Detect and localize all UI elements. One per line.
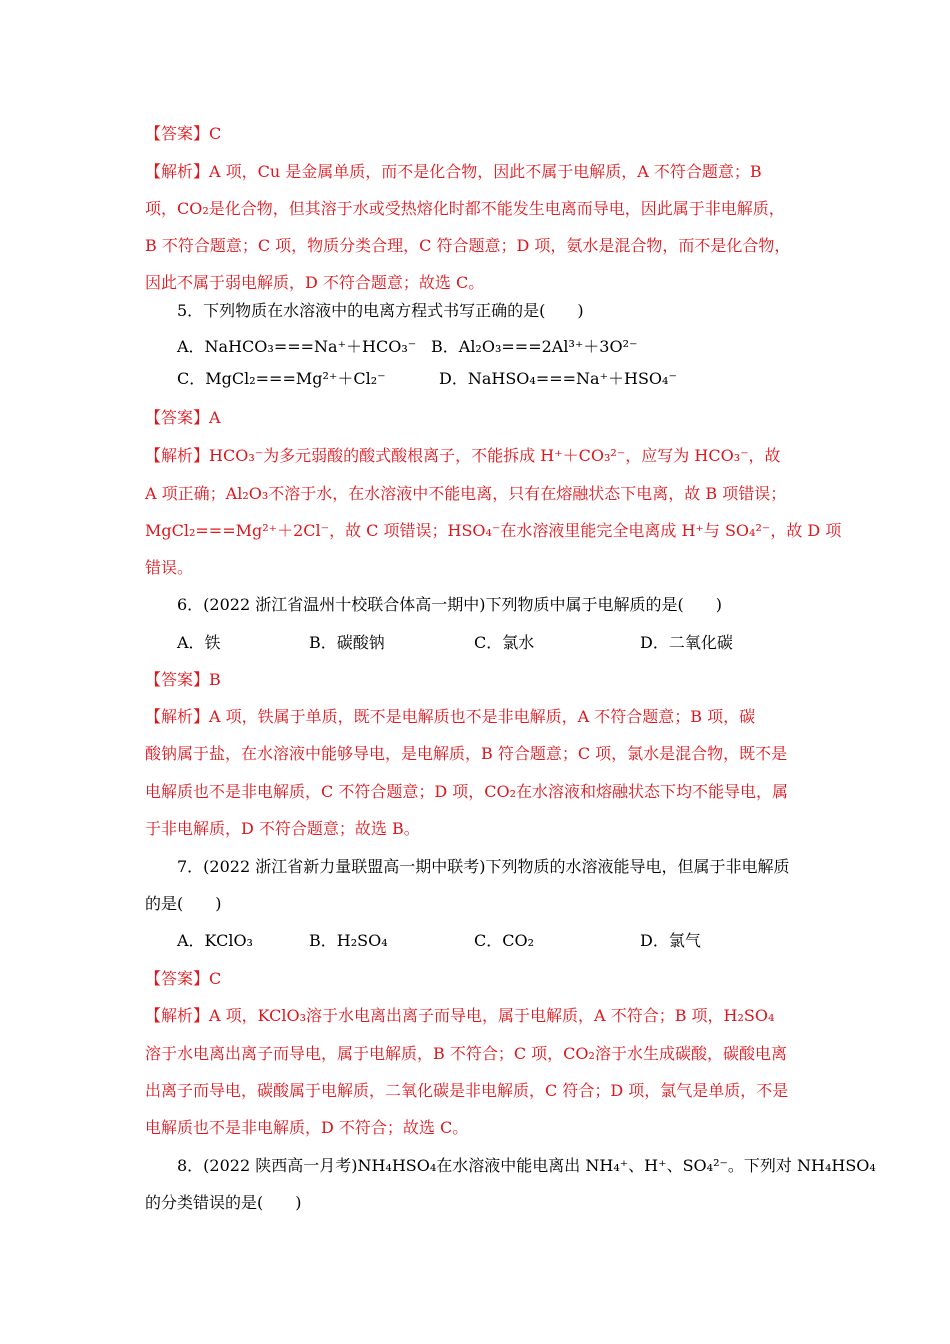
q6-option-a: A．铁 — [177, 633, 221, 652]
q6-stem: 6．(2022 浙江省温州十校联合体高一期中)下列物质中属于电解质的是( ) — [177, 595, 722, 614]
q5-option-a: A．NaHCO₃===Na⁺＋HCO₃⁻ — [177, 337, 417, 356]
q4-answer: 【答案】C — [145, 124, 222, 143]
q5-analysis-line-1: 【解析】HCO₃⁻为多元弱酸的酸式酸根离子，不能拆成 H⁺＋CO₃²⁻，应写为 HCO₃⁻，故 — [145, 446, 781, 465]
q5-stem: 5．下列物质在水溶液中的电离方程式书写正确的是( ) — [177, 301, 584, 320]
q4-analysis-line-2: 项，CO₂是化合物，但其溶于水或受热熔化时都不能发生电离而导电，因此属于非电解质， — [145, 199, 785, 218]
q5-analysis-line-3: MgCl₂===Mg²⁺＋2Cl⁻，故 C 项错误；HSO₄⁻在水溶液里能完全电离成 H⁺与 SO₄²⁻，故 D 项 — [145, 521, 842, 540]
q6-analysis-line-2: 酸钠属于盐，在水溶液中能够导电，是电解质，B 符合题意；C 项，氯水是混合物，既不是 — [145, 744, 788, 763]
q7-stem-line-2: 的是( ) — [145, 894, 222, 913]
q5-analysis-line-2: A 项正确；Al₂O₃不溶于水，在水溶液中不能电离，只有在熔融状态下电离，故 B 项错误； — [145, 484, 787, 503]
q7-answer: 【答案】C — [145, 969, 222, 988]
q5-answer: 【答案】A — [145, 408, 221, 427]
q5-analysis-line-4: 错误。 — [145, 558, 194, 577]
q7-option-d: D．氯气 — [640, 931, 701, 950]
q7-option-b: B．H₂SO₄ — [309, 931, 388, 950]
q7-option-c: C．CO₂ — [474, 931, 535, 950]
q6-analysis-line-4: 于非电解质，D 不符合题意；故选 B。 — [145, 819, 420, 838]
q8-stem-line-1: 8．(2022 陕西高一月考)NH₄HSO₄在水溶液中能电离出 NH₄⁺、H⁺、SO₄²⁻。下列对 NH₄HSO₄ — [177, 1156, 876, 1175]
q8-stem-line-2: 的分类错误的是( ) — [145, 1193, 302, 1212]
q6-analysis-line-3: 电解质也不是非电解质，C 不符合题意；D 项，CO₂在水溶液和熔融状态下均不能导电，属 — [145, 782, 789, 801]
q5-option-d: D．NaHSO₄===Na⁺＋HSO₄⁻ — [439, 369, 677, 388]
q6-analysis-line-1: 【解析】A 项，铁属于单质，既不是电解质也不是非电解质，A 不符合题意；B 项，碳 — [145, 707, 756, 726]
q4-analysis-line-4: 因此不属于弱电解质，D 不符合题意；故选 C。 — [145, 273, 485, 292]
q7-analysis-line-2: 溶于水电离出离子而导电，属于电解质，B 不符合；C 项，CO₂溶于水生成碳酸，碳酸电离 — [145, 1044, 787, 1063]
q7-analysis-line-4: 电解质也不是非电解质，D 不符合；故选 C。 — [145, 1118, 469, 1137]
q6-option-c: C．氯水 — [474, 633, 535, 652]
q6-option-d: D．二氧化碳 — [640, 633, 733, 652]
q4-analysis-line-3: B 不符合题意；C 项，物质分类合理，C 符合题意；D 项，氨水是混合物，而不是化合物， — [145, 236, 791, 255]
q5-option-c: C．MgCl₂===Mg²⁺＋Cl₂⁻ — [177, 369, 386, 388]
q7-analysis-line-3: 出离子而导电，碳酸属于电解质，二氧化碳是非电解质，C 符合；D 项，氯气是单质，不是 — [145, 1081, 789, 1100]
q6-option-b: B．碳酸钠 — [309, 633, 385, 652]
q6-answer: 【答案】B — [145, 670, 221, 689]
q7-stem-line-1: 7．(2022 浙江省新力量联盟高一期中联考)下列物质的水溶液能导电，但属于非电解质 — [177, 857, 790, 876]
q7-option-a: A．KClO₃ — [177, 931, 253, 950]
q4-analysis-line-1: 【解析】A 项，Cu 是金属单质，而不是化合物，因此不属于电解质，A 不符合题意；B — [145, 162, 762, 181]
q7-analysis-line-1: 【解析】A 项，KClO₃溶于水电离出离子而导电，属于电解质，A 不符合；B 项，H₂SO₄ — [145, 1006, 775, 1025]
q5-option-b: B．Al₂O₃===2Al³⁺＋3O²⁻ — [431, 337, 638, 356]
